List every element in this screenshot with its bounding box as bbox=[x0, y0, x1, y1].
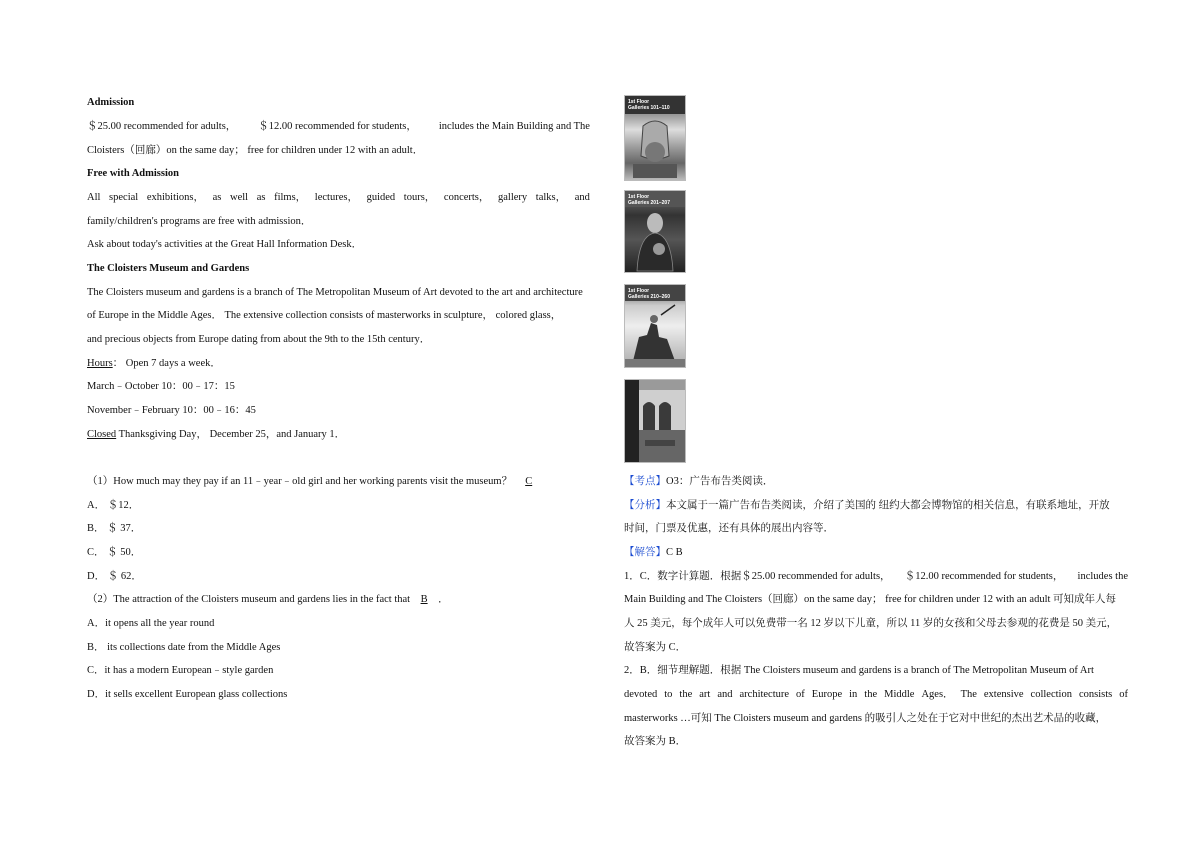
fenxi-text: 本文属于一篇广告布告类阅读，介绍了美国的 纽约大都会博物馆的相关信息，有联系地址，开放 bbox=[666, 500, 1110, 511]
free-heading: Free with Admission bbox=[87, 168, 179, 179]
hours-line bbox=[87, 357, 221, 371]
q1-stem-text: （1）How much may they pay if an 11﹣year﹣old girl and her working parents visit the museum？ bbox=[87, 476, 513, 487]
q1-option-b: B． ＄ 37． bbox=[87, 523, 142, 534]
answer-2-line-1: 2．B．细节理解题．根据 The Cloisters museum and gardens is a branch of The Metropolitan Museum of Art bbox=[624, 665, 1094, 676]
answer-1-line-3: 人 25 美元，每个成年人可以免费带一名 12 岁以下儿童，所以 11 岁的女孩和父母去参观的花费是 50 美元， bbox=[624, 618, 1118, 629]
free-line-1 bbox=[87, 191, 590, 205]
answer-2-line-2-word: and bbox=[717, 689, 733, 700]
hours-text: ： Open 7 days a week． bbox=[112, 358, 221, 369]
fenxi-label: 【分析】 bbox=[624, 500, 666, 511]
answer-2-line-2-word: architecture bbox=[739, 689, 790, 700]
admission-line-2: Cloisters（回廊）on the same day； free for children under 12 with an adult． bbox=[87, 145, 424, 156]
q2-answer-blank: B bbox=[420, 594, 428, 605]
free-line-1-word: as bbox=[212, 192, 222, 203]
jieda-text: C B bbox=[666, 547, 683, 558]
cloisters-line-3: and precious objects from Europe dating from about the 9th to the 15th century． bbox=[87, 334, 431, 345]
answer-2-line-4: 故答案为 B． bbox=[624, 736, 687, 747]
answer-2-line-3: masterworks …可知 The Cloisters museum and gardens 的吸引人之处在于它对中世纪的杰出艺术品的收藏， bbox=[624, 713, 1107, 724]
q2-stem-text: （2）The attraction of the Cloisters museum and gardens lies in the fact that bbox=[87, 594, 411, 605]
answer-1-line-1 bbox=[624, 570, 1128, 584]
free-line-1-word: and bbox=[574, 192, 590, 203]
gallery-photo-4-art bbox=[625, 380, 685, 462]
cloisters-line-2: of Europe in the Middle Ages． The extensive collection consists of masterworks in sculpture， colored glass， bbox=[87, 310, 562, 321]
gallery-photo-1-caption: 1st Floor Galleries 101–110 bbox=[628, 99, 670, 111]
answer-2-line-2-word: devoted bbox=[624, 689, 658, 700]
answer-2-line-2-word: of bbox=[796, 689, 805, 700]
free-line-1-word: tours， bbox=[403, 192, 436, 203]
jieda-label: 【解答】 bbox=[624, 547, 666, 558]
free-line-1-word: gallery bbox=[498, 192, 528, 203]
q2-option-b: B． its collections date from the Middle Ages bbox=[87, 642, 281, 653]
adult-price: ＄25.00 recommended for adults， bbox=[87, 121, 237, 132]
answer-1-line-2: Main Building and The Cloisters（回廊）on the same day； free for children under 12 with an adult 可知成年人每 bbox=[624, 594, 1117, 605]
q2-stem-tail: ． bbox=[438, 594, 449, 605]
free-line-1-word: exhibitions， bbox=[146, 192, 204, 203]
free-line-2: family/children's programs are free with admission． bbox=[87, 216, 312, 227]
closed-text: Thanksgiving Day， December 25，and January 1． bbox=[116, 429, 346, 440]
answer-2-line-2-word: The bbox=[960, 689, 977, 700]
includes-text: includes the Main Building and The bbox=[438, 121, 590, 132]
gallery-photo-1 bbox=[624, 95, 686, 181]
answer-1-part-2: ＄12.00 recommended for students， bbox=[904, 571, 1064, 582]
free-line-1-word: special bbox=[109, 192, 139, 203]
closed-line bbox=[87, 428, 345, 442]
gallery-photo-3-caption: 1st Floor Galleries 210–260 bbox=[628, 288, 670, 300]
student-price: ＄12.00 recommended for students， bbox=[258, 121, 417, 132]
q2-option-c: C．it has a modern European﹣style garden bbox=[87, 665, 274, 676]
kaodian-label: 【考点】 bbox=[624, 476, 666, 487]
answer-2-line-2-word: the bbox=[679, 689, 693, 700]
fenxi-line-1 bbox=[624, 499, 1110, 513]
answer-2-line-2-word: Ages． bbox=[921, 689, 954, 700]
admission-heading: Admission bbox=[87, 97, 135, 108]
gallery-photo-2 bbox=[624, 190, 686, 273]
gallery-photo-3 bbox=[624, 284, 686, 368]
q1-option-d: D． ＄ 62． bbox=[87, 571, 142, 582]
gallery-photo-4 bbox=[624, 379, 686, 463]
admission-line-1 bbox=[87, 120, 590, 134]
hours-november-february: November﹣February 10：00﹣16：45 bbox=[87, 405, 256, 416]
free-line-3: Ask about today's activities at the Great Hall Information Desk． bbox=[87, 239, 363, 250]
answer-2-line-2-word: Middle bbox=[884, 689, 915, 700]
answer-1-line-4: 故答案为 C． bbox=[624, 642, 687, 653]
cloisters-heading: The Cloisters Museum and Gardens bbox=[87, 263, 250, 274]
jieda-line bbox=[624, 546, 683, 560]
answer-1-part-1: 1．C．数字计算题．根据＄25.00 recommended for adults， bbox=[624, 571, 891, 582]
free-line-1-word: talks， bbox=[535, 192, 567, 203]
kaodian-line bbox=[624, 475, 773, 489]
q1-option-c: C． ＄ 50． bbox=[87, 547, 142, 558]
free-line-1-word: concerts， bbox=[443, 192, 490, 203]
answer-2-line-2-word: consists bbox=[1078, 689, 1113, 700]
answer-2-line-2-word: the bbox=[864, 689, 878, 700]
hours-march-october: March﹣October 10：00﹣17：15 bbox=[87, 381, 235, 392]
free-line-1-word: guided bbox=[366, 192, 396, 203]
q2-option-d: D．it sells excellent European glass collections bbox=[87, 689, 288, 700]
q1-answer-blank: C bbox=[525, 476, 533, 487]
hours-label: Hours bbox=[87, 358, 113, 369]
q1-option-a: A． ＄12． bbox=[87, 500, 140, 511]
question-2-stem bbox=[87, 593, 449, 607]
free-line-1-word: as bbox=[256, 192, 266, 203]
answer-2-line-2-word: extensive bbox=[983, 689, 1024, 700]
free-line-1-word: well bbox=[230, 192, 249, 203]
answer-2-line-2-word: Europe bbox=[811, 689, 843, 700]
answer-2-line-2-word: collection bbox=[1030, 689, 1072, 700]
answer-2-line-2-word: art bbox=[699, 689, 711, 700]
closed-label: Closed bbox=[87, 429, 117, 440]
question-1-stem bbox=[87, 475, 543, 489]
answer-2-line-2-word: of bbox=[1119, 689, 1128, 700]
free-line-1-word: lectures， bbox=[314, 192, 358, 203]
answer-1-part-3: includes the bbox=[1077, 571, 1128, 582]
free-line-1-word: films， bbox=[274, 192, 307, 203]
kaodian-text: O3：广告布告类阅读． bbox=[666, 476, 774, 487]
cloisters-line-1: The Cloisters museum and gardens is a branch of The Metropolitan Museum of Art devoted to the art and architecture bbox=[87, 287, 583, 298]
answer-2-line-2 bbox=[624, 688, 1128, 702]
answer-2-line-2-word: to bbox=[664, 689, 673, 700]
q2-option-a: A．it opens all the year round bbox=[87, 618, 215, 629]
answer-2-line-2-word: in bbox=[849, 689, 858, 700]
free-line-1-word: All bbox=[87, 192, 101, 203]
gallery-photo-2-caption: 1st Floor Galleries 201–207 bbox=[628, 194, 670, 206]
fenxi-line-2: 时间，门票及优惠，还有具体的展出内容等． bbox=[624, 523, 834, 534]
